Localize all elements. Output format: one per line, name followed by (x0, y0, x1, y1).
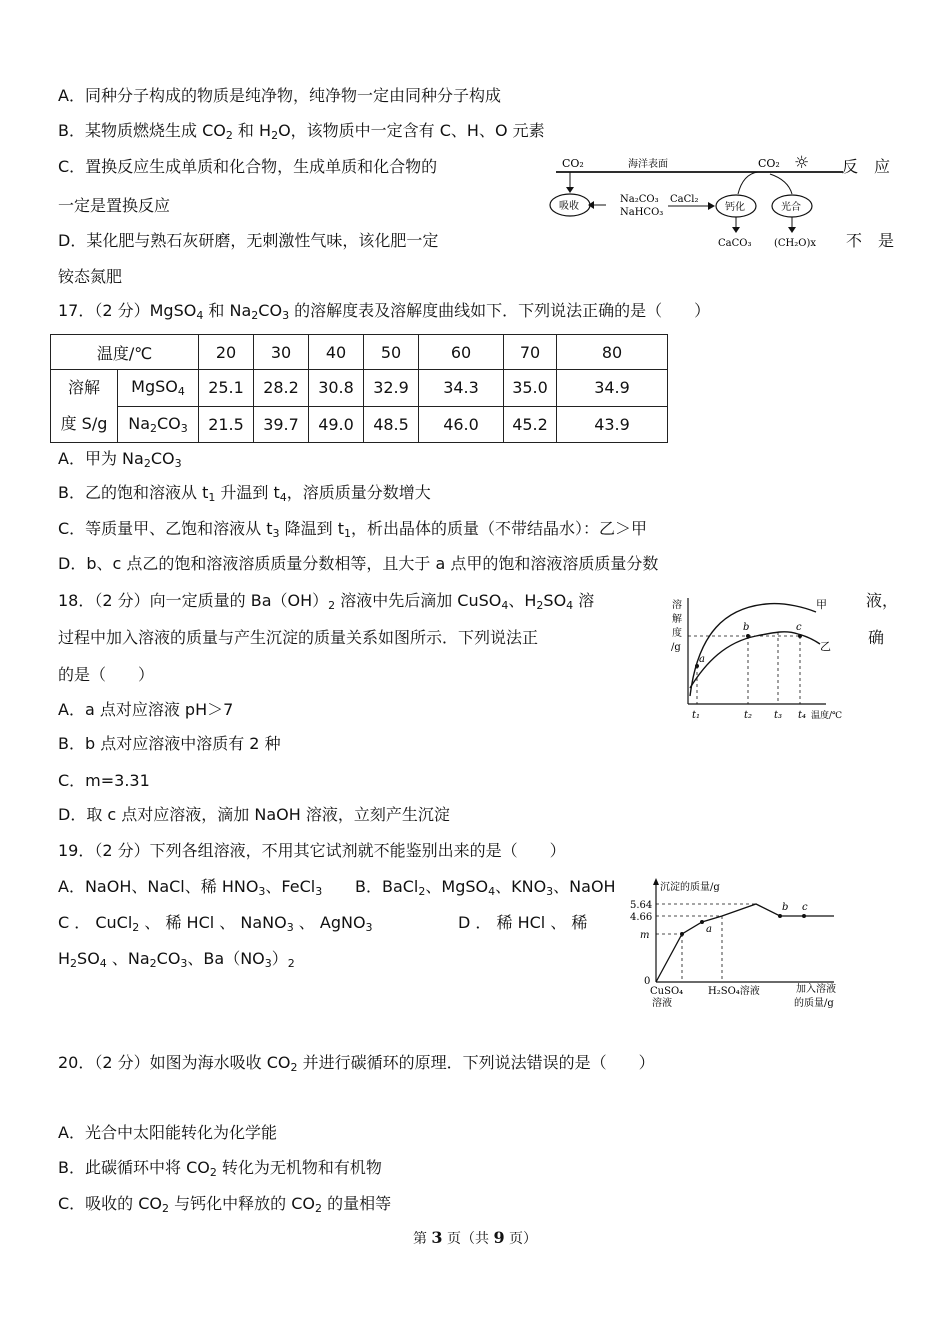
precip-label-a: a (706, 924, 712, 935)
ylabel-char: 溶 (672, 600, 682, 611)
page-footer: 第 3 页（共 9 页） (412, 1228, 538, 1247)
tick-t1: t₁ (692, 710, 701, 721)
table-cell: 34.3 (419, 370, 504, 407)
precip-point-a (700, 920, 704, 924)
row-label-na2co3: $Na_2CO_3$ (118, 406, 199, 443)
table-cell: 46.0 (419, 406, 504, 443)
q18-stem-tail: 液， (866, 591, 899, 610)
cycle-nahco3: NaHCO₃ (620, 207, 664, 218)
precip-point-c (802, 914, 806, 918)
table-cell: 32.9 (364, 370, 419, 407)
table-cell: 25.1 (199, 370, 254, 407)
q16-option-b: B．某物质燃烧生成 $CO_2$ 和 $H_2O$，该物质中一定含有 C、H、O 元素 (58, 121, 545, 142)
page-number: 3 (431, 1228, 443, 1247)
ylabel-char: /g (671, 642, 681, 653)
q19-option-d-line2: $H_2SO_4$ 、$Na_2CO_3$、$Ba(NO_3)_2$ (58, 949, 295, 970)
precipitate-chart (626, 876, 842, 1018)
carbon-cycle-figure (548, 150, 848, 250)
ylabel-char: 解 (672, 614, 682, 625)
curve-yi (690, 632, 820, 688)
temp-cell: 70 (504, 335, 557, 370)
q20-option-b: B．此碳循环中将 $CO_2$ 转化为无机物和有机物 (58, 1158, 382, 1179)
tick-t2: t₂ (744, 710, 753, 721)
q19-option-c: C ． CuCl$_2$ 、 稀 HCl 、 NaNO$_3$ 、 AgNO$_3$ (58, 913, 373, 934)
x-seg1: CuSO₄ (650, 986, 684, 997)
table-cell: 43.9 (557, 406, 668, 443)
y-tick-466: 4.66 (630, 912, 653, 923)
table-cell: 34.9 (557, 370, 668, 407)
q16-option-c-line2: 一定是置换反应 (58, 196, 171, 215)
q18-stem-line1: 18．（2 分）向一定质量的 $Ba(OH)_2$ 溶液中先后滴加 CuSO$_4$、$H_2SO_4$ 溶 (58, 591, 595, 612)
precip-point-m (680, 932, 684, 936)
precip-point-b (778, 914, 782, 918)
temp-cell: 60 (419, 335, 504, 370)
cycle-absorb: 吸收 (559, 201, 579, 212)
temp-cell: 50 (364, 335, 419, 370)
tick-t3: t₃ (774, 710, 783, 721)
temp-cell: 40 (309, 335, 364, 370)
solubility-group-label: 溶解 度 S/g (51, 370, 118, 443)
precip-label-c: c (802, 902, 808, 913)
x-label: 加入溶液 (796, 984, 836, 995)
point-b: b (743, 622, 750, 633)
temp-cell: 80 (557, 335, 668, 370)
q19-option-a: A．NaOH、NaCl、稀 $HNO_3$、FeCl$_3$ (58, 877, 323, 898)
y-tick-564: 5.64 (630, 900, 653, 911)
x-label2: 的质量/g (794, 998, 834, 1009)
q16-option-c-line1: C．置换反应生成单质和化合物，生成单质和化合物的 (58, 157, 438, 176)
q17-option-c: C．等质量甲、乙饱和溶液从 $t_3$ 降温到 $t_1$，析出晶体的质量（不带结晶水）：乙＞甲 (58, 519, 648, 540)
table-cell: 28.2 (254, 370, 309, 407)
cycle-cacl2: CaCl₂ (670, 194, 699, 205)
q16-option-d-line2: 铵态氮肥 (58, 267, 123, 286)
precip-label-b: b (782, 902, 789, 913)
temp-header: 温度/℃ (51, 335, 199, 370)
point-c-marker (798, 634, 802, 638)
q17-option-a: A．甲为 $Na_2CO_3$ (58, 449, 182, 470)
point-a: a (699, 654, 705, 665)
x-seg1b: 溶液 (652, 998, 672, 1009)
temp-cell: 30 (254, 335, 309, 370)
q16-option-d-line1: D．某化肥与熟石灰研磨，无刺激性气味，该化肥一定 (58, 231, 439, 250)
ylabel-char: 度 (672, 628, 682, 639)
cycle-co2-right: CO₂ (758, 157, 780, 170)
cycle-photosynth: 光合 (781, 202, 801, 213)
point-b-marker (746, 634, 750, 638)
table-cell: 49.0 (309, 406, 364, 443)
q20-option-c: C．吸收的 $CO_2$ 与钙化中释放的 $CO_2$ 的量相等 (58, 1194, 392, 1215)
table-row (51, 406, 668, 443)
tick-t4: t₄ (798, 710, 807, 721)
table-cell: 39.7 (254, 406, 309, 443)
table-cell: 35.0 (504, 370, 557, 407)
precip-ylabel: 沉淀的质量/g (660, 882, 720, 893)
q18-option-c: C．m=3.31 (58, 771, 150, 790)
table-cell: 30.8 (309, 370, 364, 407)
q18-option-d: D．取 c 点对应溶液，滴加 NaOH 溶液，立刻产生沉淀 (58, 805, 450, 824)
table-cell: 48.5 (364, 406, 419, 443)
solubility-curve-figure (666, 592, 856, 726)
q16-option-c-tail: 反 应 (842, 157, 891, 176)
table-header-row (51, 335, 668, 370)
q16-option-a: A．同种分子构成的物质是纯净物，纯净物一定由同种分子构成 (58, 86, 501, 105)
cycle-co2-left: CO₂ (562, 157, 584, 170)
curve-yi-label: 乙 (820, 640, 831, 653)
q19-option-d: D ． 稀 HCl 、 稀 (458, 913, 588, 932)
cycle-na2co3: Na₂CO₃ (620, 194, 659, 205)
q19-stem: 19．（2 分）下列各组溶液，不用其它试剂就不能鉴别出来的是（ ） (58, 841, 566, 860)
cycle-ch2o: (CH₂O)x (774, 238, 817, 249)
y-tick-0: 0 (644, 976, 651, 987)
temp-cell: 20 (199, 335, 254, 370)
x-seg2: H₂SO₄溶液 (708, 986, 760, 997)
y-tick-m: m (640, 930, 650, 941)
curve-jia (690, 604, 816, 696)
q17-option-b: B．乙的饱和溶液从 $t_1$ 升温到 $t_4$，溶质质量分数增大 (58, 483, 431, 504)
q18-option-b: B．b 点对应溶液中溶质有 2 种 (58, 734, 281, 753)
table-cell: 45.2 (504, 406, 557, 443)
cycle-calcify: 钙化 (725, 202, 745, 213)
xlabel: 温度/℃ (811, 711, 843, 721)
q17-stem: 17．（2 分）MgSO$_4$ 和 $Na_2CO_3$ 的溶解度表及溶解度曲线如下．下列说法正确的是（ ） (58, 301, 711, 322)
cycle-sea-surface: 海洋表面 (628, 159, 668, 170)
q18-stem-line2: 过程中加入溶液的质量与产生沉淀的质量关系如图所示．下列说法正 (58, 628, 539, 647)
sun-icon: ☼ (794, 153, 810, 173)
q20-option-a: A．光合中太阳能转化为化学能 (58, 1123, 277, 1142)
page-total: 9 (493, 1228, 505, 1247)
q18-stem-line3: 的是（ ） (58, 665, 155, 684)
q18-stem-line2-tail: 确 (868, 628, 885, 647)
q16-option-d-tail: 不 是 (846, 231, 895, 250)
table-cell: 21.5 (199, 406, 254, 443)
row-label-mgso4: MgSO$_4$ (118, 370, 199, 407)
q17-option-d: D．b、c 点乙的饱和溶液溶质质量分数相等，且大于 a 点甲的饱和溶液溶质质量分数 (58, 554, 659, 573)
q20-stem: 20．（2 分）如图为海水吸收 $CO_2$ 并进行碳循环的原理．下列说法错误的是（ ） (58, 1053, 655, 1074)
solubility-table (50, 334, 668, 443)
point-c: c (796, 622, 802, 633)
cycle-caco3: CaCO₃ (718, 238, 752, 249)
table-row (51, 370, 668, 407)
q18-option-a: A．a 点对应溶液 pH＞7 (58, 700, 234, 719)
curve-jia-label: 甲 (816, 598, 827, 611)
q19-option-b: B．BaCl$_2$、MgSO$_4$、$KNO_3$、NaOH (355, 877, 616, 898)
